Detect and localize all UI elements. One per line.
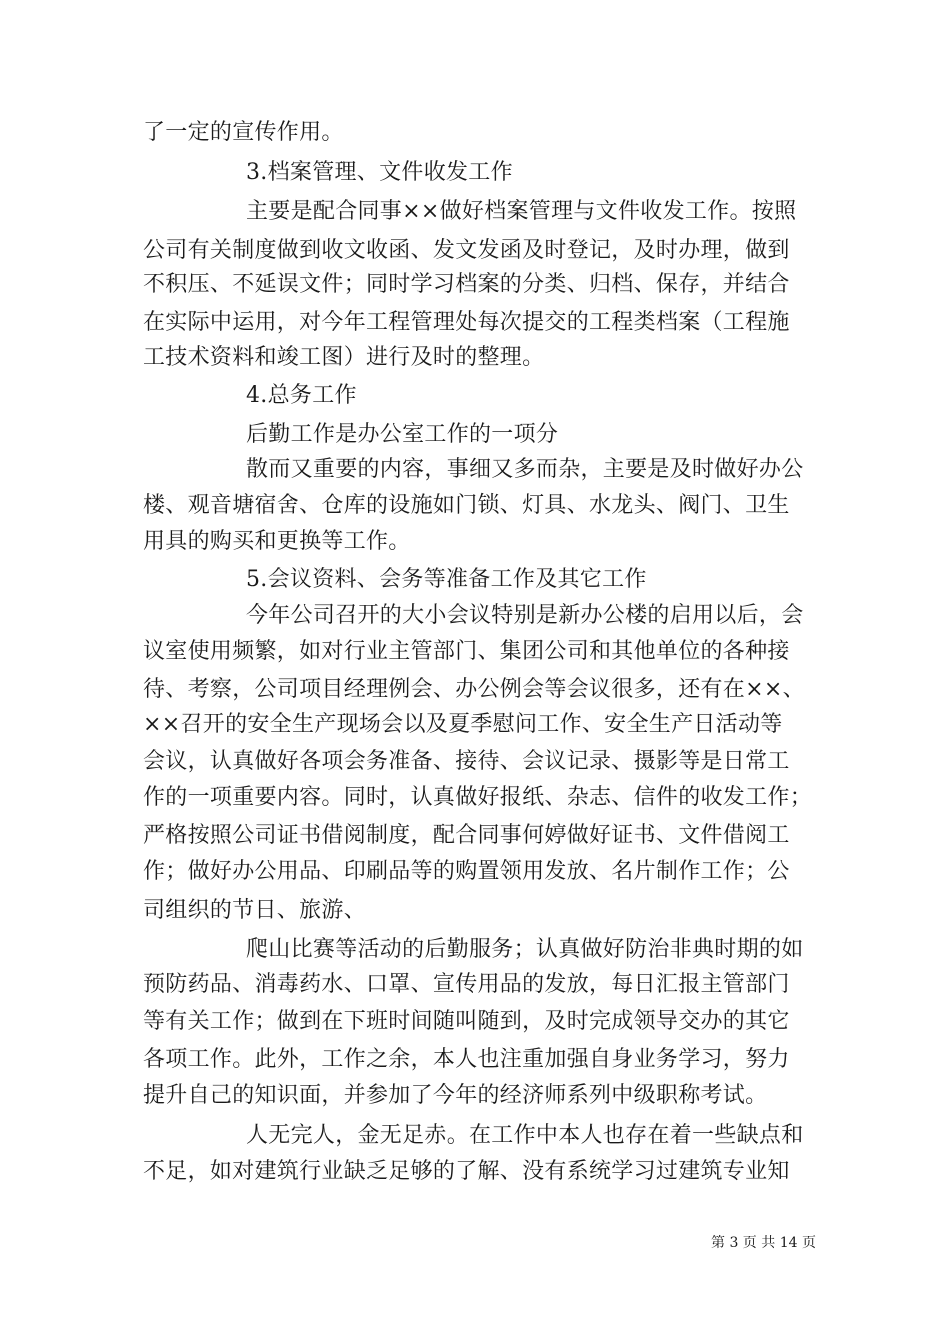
text-line: 各项工作。此外，工作之余，本人也注重加强自身业务学习，努力	[143, 1047, 790, 1072]
text-line: 不积压、不延误文件；同时学习档案的分类、归档、保存，并结合	[143, 272, 790, 297]
text-line: 用具的购买和更换等工作。	[143, 529, 411, 554]
text-line: 作的一项重要内容。同时，认真做好报纸、杂志、信件的收发工作；	[143, 785, 813, 810]
text-line: 议室使用频繁，如对行业主管部门、集团公司和其他单位的各种接	[143, 639, 790, 664]
text-line: 不足，如对建筑行业缺乏足够的了解、没有系统学习过建筑专业知	[143, 1159, 790, 1184]
text-line: 工技术资料和竣工图）进行及时的整理。	[143, 345, 545, 370]
text-line: 散而又重要的内容，事细又多而杂，主要是及时做好办公	[246, 457, 804, 482]
text-line: 爬山比赛等活动的后勤服务；认真做好防治非典时期的如	[246, 937, 804, 962]
text-line: 司组织的节日、旅游、	[143, 898, 367, 923]
text-line: 人无完人，金无足赤。在工作中本人也存在着一些缺点和	[246, 1123, 804, 1148]
text-line: 楼、观音塘宿舍、仓库的设施如门锁、灯具、水龙头、阀门、卫生	[143, 493, 790, 518]
section-heading: 5.会议资料、会务等准备工作及其它工作	[246, 567, 647, 592]
text-line: 等有关工作；做到在下班时间随叫随到，及时完成领导交办的其它	[143, 1009, 790, 1034]
text-line: 公司有关制度做到收文收函、发文发函及时登记，及时办理，做到	[143, 238, 790, 263]
text-line: 主要是配合同事××做好档案管理与文件收发工作。按照	[246, 199, 797, 224]
text-line: 在实际中运用，对今年工程管理处每次提交的工程类档案（工程施	[143, 310, 790, 335]
text-line: 后勤工作是办公室工作的一项分	[246, 422, 559, 447]
text-line: 了一定的宣传作用。	[143, 120, 344, 145]
text-line: 待、考察，公司项目经理例会、办公例会等会议很多，还有在××、	[143, 677, 805, 702]
text-line: 提升自己的知识面，并参加了今年的经济师系列中级职称考试。	[143, 1083, 768, 1108]
text-line: 作；做好办公用品、印刷品等的购置领用发放、名片制作工作；公	[143, 859, 790, 884]
page-number-footer: 第 3 页 共 14 页	[711, 1235, 816, 1251]
text-line: 严格按照公司证书借阅制度，配合同事何婷做好证书、文件借阅工	[143, 823, 790, 848]
section-heading: 4.总务工作	[246, 383, 357, 408]
text-line: 会议，认真做好各项会务准备、接待、会议记录、摄影等是日常工	[143, 749, 790, 774]
text-line: 预防药品、消毒药水、口罩、宣传用品的发放，每日汇报主管部门	[143, 972, 790, 997]
text-line: 今年公司召开的大小会议特别是新办公楼的启用以后，会	[246, 603, 804, 628]
text-line: ××召开的安全生产现场会以及夏季慰问工作、安全生产日活动等	[143, 712, 783, 737]
section-heading: 3.档案管理、文件收发工作	[246, 160, 513, 185]
